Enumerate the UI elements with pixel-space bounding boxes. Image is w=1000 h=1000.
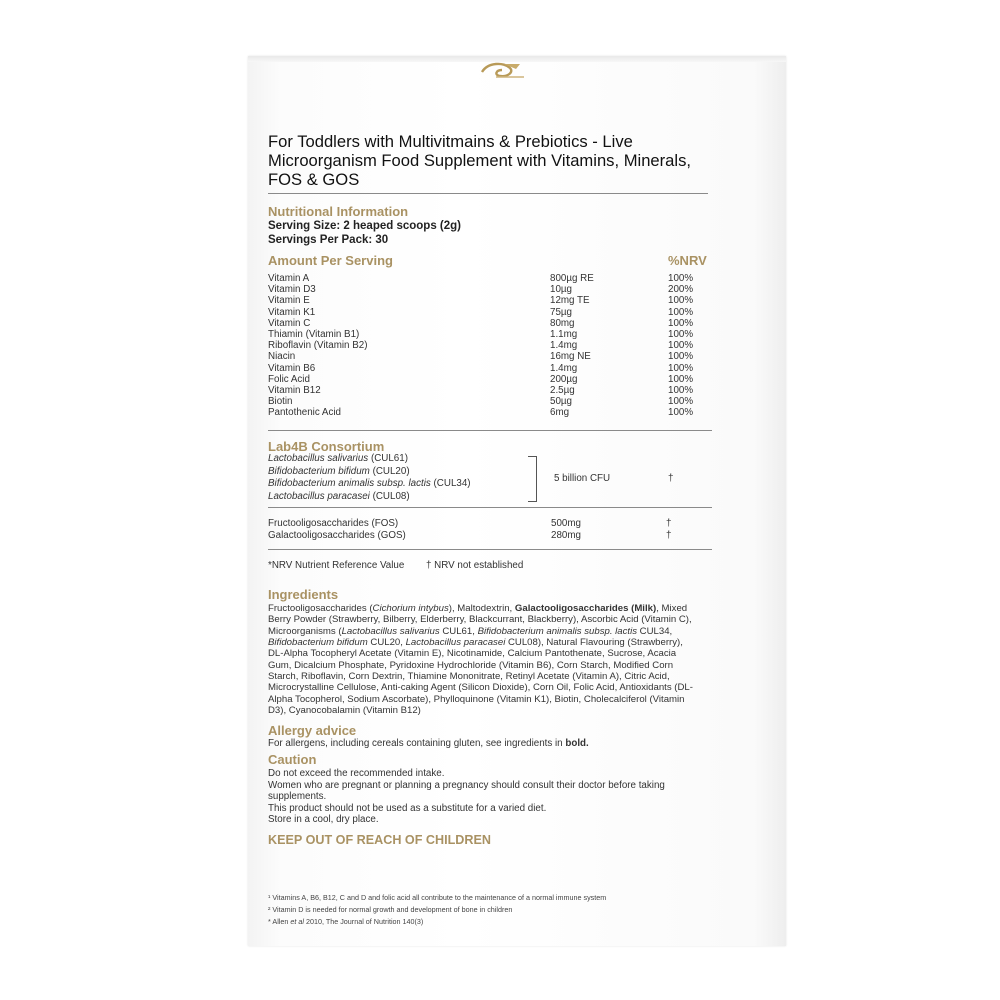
table-row [268, 295, 708, 306]
strain-line [268, 478, 471, 491]
strain-code: (CUL08) [372, 490, 410, 502]
footnote-2: ² Vitamin D is needed for normal growth and development of bone in children [268, 905, 513, 914]
caution-line: supplements. [268, 791, 327, 802]
bracket [528, 456, 537, 502]
servings-per-pack: Servings Per Pack: 30 [268, 234, 389, 246]
gold-brand-logo-icon [474, 60, 534, 82]
product-title: For Toddlers with Multivitmains & Prebiotics - Live Microorganism Food Supplement with Vitamins, Minerals, FOS & GOS [268, 132, 692, 189]
fos-nrv: † [666, 518, 672, 529]
ingredients-heading: Ingredients [268, 587, 339, 602]
amount-per-serving-heading: Amount Per Serving [268, 253, 393, 268]
table-row [268, 340, 708, 351]
serving-size: Serving Size: 2 heaped scoops (2g) [268, 220, 461, 232]
nutrient-amount: 1.1mg [550, 329, 578, 341]
ingredients-part-italic: Cichorium intybus [372, 603, 449, 614]
nutrient-name: Vitamin B12 [268, 385, 321, 397]
caution-line: Store in a cool, dry place. [268, 814, 379, 825]
ingredients-part-italic: Bifidobacterium bifidum [268, 637, 368, 649]
nutrient-name: Vitamin E [268, 295, 310, 307]
nutrient-nrv: 100% [668, 385, 694, 397]
nutrient-amount: 16mg NE [550, 351, 591, 363]
nutrient-amount: 200µg [550, 373, 578, 385]
caution-line: Do not exceed the recommended intake. [268, 768, 445, 779]
nutrient-nrv: 100% [668, 362, 694, 374]
nutrient-amount: 1.4mg [550, 340, 578, 352]
nutrient-nrv: 100% [668, 351, 694, 363]
nutrient-name: Vitamin B6 [268, 362, 316, 374]
allergy-text-body: For allergens, including cereals containing gluten, see ingredients in [268, 738, 566, 749]
table-row [268, 273, 708, 284]
nutrient-amount: 50µg [550, 396, 572, 408]
nutrient-amount: 12mg TE [550, 295, 590, 307]
strain-species: Bifidobacterium bifidum [268, 465, 370, 477]
nutrient-nrv: 100% [668, 317, 694, 329]
gos-amount: 280mg [551, 529, 581, 541]
table-row [268, 329, 708, 340]
nrv-legend: *NRV Nutrient Reference Value [268, 560, 405, 571]
nutrient-name: Riboflavin (Vitamin B2) [268, 340, 368, 352]
gos-name: Galactooligosaccharides (GOS) [268, 529, 406, 541]
allergy-heading: Allergy advice [268, 723, 357, 738]
caution-line: Women who are pregnant or planning a pregnancy should consult their doctor before taking [268, 779, 665, 791]
nutrient-amount: 80mg [550, 317, 575, 329]
nutrient-nrv: 100% [668, 306, 694, 318]
table-row [268, 396, 708, 407]
nutrient-name: Vitamin A [268, 273, 310, 284]
strain-line [268, 466, 410, 479]
nutrient-name: Vitamin D3 [268, 284, 316, 296]
lab4b-amount: 5 billion CFU [554, 473, 611, 484]
ingredients-part: Fructooligosaccharides ( [268, 603, 373, 614]
strain-code: (CUL61) [370, 453, 408, 464]
footnote-3-post: 2010, The Journal of Nutrition 140(3) [303, 917, 424, 926]
nutrient-name: Niacin [268, 351, 296, 363]
nutrition-heading: Nutritional Information [268, 204, 409, 219]
ingredients-part: CUL08), Natural Flavouring (Strawberry), DL-Alpha Tocopheryl Acetate (Vitamin E), Nicotinamide, Calcium Pantothenate, Sucrose, Acacia Gum, Dicalcium Phosphate, Pyridoxine Hydrochloride (Vitamin B6), Corn Starch, Modified Corn Starch, Riboflavin, Corn Dextrin, Thiamine Mononitrate, Retinyl Acetate (Vitamin A), Citric Acid, Microcrystalline Cellulose, Anti-caking Agent (Silicon Dioxide), Corn Oil, Folic Acid, Antioxidants (DL-Alpha Tocopherol, Sodium Ascorbate), Phylloquinone (Vitamin K1), Biotin, Cholecalciferol (Vitamin D3), Cyanocobalamin (Vitamin B12) [268, 637, 693, 717]
table-row [268, 407, 708, 418]
divider [268, 193, 708, 194]
keep-out-warning: KEEP OUT OF REACH OF CHILDREN [268, 833, 491, 847]
nutrient-amount: 6mg [550, 407, 570, 419]
ingredients-part: CUL34, [637, 625, 673, 637]
nutrient-name: Vitamin C [268, 317, 311, 329]
footnote-3 [268, 917, 423, 926]
ingredients-part: CUL20, [367, 637, 406, 649]
gos-nrv: † [666, 529, 672, 541]
divider [268, 549, 712, 550]
caution-heading: Caution [268, 752, 317, 767]
strain-code: (CUL20) [372, 465, 410, 477]
strain-species: Bifidobacterium animalis subsp. lactis [268, 478, 431, 489]
table-row [268, 307, 708, 318]
table-row [268, 374, 708, 385]
strain-line [268, 491, 410, 504]
dagger-legend: † NRV not established [426, 560, 524, 571]
nutrient-nrv: 100% [668, 329, 694, 341]
lab4b-heading: Lab4B Consortium [268, 439, 385, 454]
nrv-heading: %NRV [668, 253, 707, 268]
nutrient-name: Folic Acid [268, 373, 310, 385]
footnote-3-italic: et al [290, 917, 304, 926]
footnote-3-pre: * Allen [268, 917, 291, 926]
divider [268, 507, 712, 508]
table-row [268, 284, 708, 295]
nutrient-nrv: 100% [668, 340, 694, 352]
nutrient-name: Thiamin (Vitamin B1) [268, 329, 360, 341]
table-row [268, 363, 708, 374]
ingredients-part-italic: Lactobacillus paracasei [405, 637, 506, 649]
ingredients-part: , Mixed Berry Powder (Strawberry, Bilberry, Elderberry, Blackcurrant, Blackberry), Ascorbic Acid (Vitamin C), Microorganisms ( [268, 603, 692, 637]
strain-species: Lactobacillus salivarius [268, 453, 369, 464]
nutrient-nrv: 100% [668, 396, 694, 408]
nutrient-amount: 10µg [550, 284, 572, 296]
divider [268, 430, 712, 431]
nutrient-nrv: 100% [668, 273, 694, 284]
footnote-1: ¹ Vitamins A, B6, B12, C and D and folic acid all contribute to the maintenance of a normal immune system [268, 893, 607, 902]
table-row [268, 385, 708, 396]
fos-name: Fructooligosaccharides (FOS) [268, 518, 399, 529]
nutrient-nrv: 100% [668, 373, 694, 385]
ingredients-part-italic: Bifidobacterium animalis subsp. lactis [477, 625, 638, 637]
strain-line [268, 453, 408, 466]
ingredients-part-bold: Galactooligosaccharides (Milk) [514, 603, 657, 614]
ingredients-part-italic: Lactobacillus salivarius [341, 625, 440, 637]
table-row [268, 318, 708, 329]
ingredients-part: CUL61, [439, 625, 478, 637]
table-row [268, 351, 708, 362]
lab4b-nrv: † [668, 473, 674, 484]
allergy-text [268, 738, 589, 751]
nutrient-nrv: 100% [668, 295, 694, 307]
nutrient-amount: 2.5µg [550, 385, 575, 397]
ingredients-part: ), Maltodextrin, [448, 603, 515, 614]
nutrient-name: Vitamin K1 [268, 306, 316, 318]
nutrient-amount: 800µg RE [550, 273, 594, 284]
caution-line: This product should not be used as a substitute for a varied diet. [268, 802, 547, 814]
nutrient-name: Biotin [268, 396, 293, 408]
nutrient-nrv: 200% [668, 284, 694, 296]
ingredients-text [268, 603, 696, 716]
fos-amount: 500mg [551, 518, 581, 529]
nutrient-name: Pantothenic Acid [268, 407, 341, 419]
nutrient-amount: 1.4mg [550, 362, 578, 374]
nutrient-nrv: 100% [668, 407, 694, 419]
allergy-bold-word: bold. [565, 738, 589, 749]
nutrition-table [268, 273, 708, 419]
strain-code: (CUL34) [433, 478, 471, 489]
nutrient-amount: 75µg [550, 306, 572, 318]
strain-species: Lactobacillus paracasei [268, 490, 370, 502]
